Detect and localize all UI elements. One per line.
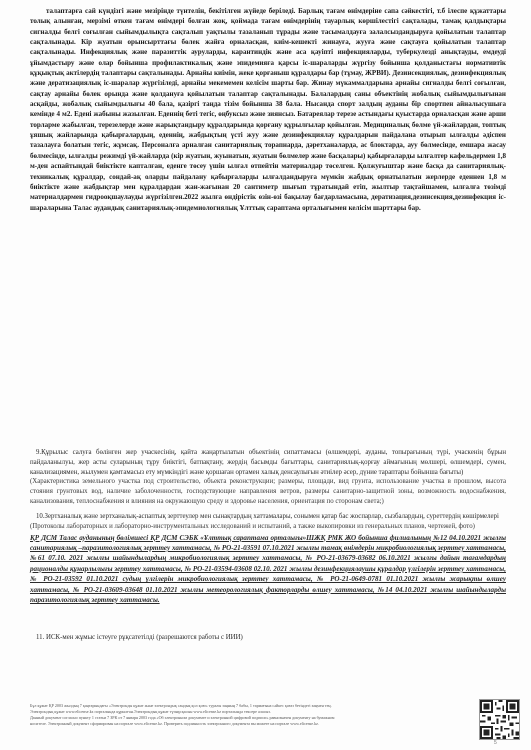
page-number: 5	[494, 740, 497, 746]
footer-line-1: Бұл құжат ҚР 2003 жылдың 7 қаңтарындағы «Электронды құжат және электрондық сандық қол қою» туралы заңның 7 бабы, 1 тармағына сәйкес қағаз бетіндегі заңмен тең.	[30, 703, 332, 708]
section-9-note: (Характеристика земельного участка под строительство, объекта реконструкции; размеры, площади, вид грунта, использование участка в прошлом, высота стояния грунтовых вод, наличие заболоченности, господствующие направления ветров, размеры санитарно-защитной зоны, возможность водоснабжения, канализования, теплоснабжения и влияния на окружающую среду и здоровье населения, ориентация по сторонам света;)	[30, 478, 506, 505]
qr-code-icon	[479, 699, 520, 740]
section-10-details: ҚР ДСМ Талас ауданының бөлімшесі ҚР ДСМ СЭБК «Ұлттық сараптама орталығы»ШЖҚ РМК ЖО бойынша филиалының №12 04.10.2021 жылғы санитариялық –паразитологиялық зерттеу хаттамасы, № РО-21-03591 07.10.2021 жылғы тамақ өнімдерін микробиологиялық зерттеу хаттамасы, №61 07.10. 2021 жылғы шайындылардың микробиологиялық зерттеу хаттамасы, № РО-21-03679-03682 06.10.2021 жылғы дайын тағамдардың рационалды құнарлылығы зерттеу хаттамасы, № РО-21-03594-03608 02.10. 2021 жылғы дезинфекциялаушы құралдар үлгілерін зерттеу хаттамасы, № РО-21-03592 01.10.2021 судың үлгілерін микробиологиялық зерттеу хаттамасы, № РО-21-0649-0781 01.10.2021 жылғы жарықты өлшеу хаттамасы, № РО-21-03609-03648 01.10.2021 жылғы метеорологиялық факторларды өлшеу хаттамасы, №14 04.10.2021 жылғы шайындыларды паразитологиялық зерттеу хаттамасы.	[30, 533, 506, 605]
section-11-heading: 11. ИСК-мен жұмыс істеуге рұқсатетілді (разрешаются работы с ИИИ)	[36, 634, 243, 641]
section-9	[30, 448, 506, 507]
section-10-heading: 10.Зертханалық және зертханалық-аспаптық зерттеулер мен сынақтардың хаттамалары, сонымен қатар бас жоспарлар, сызбалардың, суреттердің көшірмелері	[36, 513, 499, 520]
footer-line-4: носителе. Электронный документ сформирован на портале www.elicense.kz. Проверить подлинность электронного документа вы можете на портале www.elicense.kz.	[30, 721, 319, 727]
legal-footer	[30, 703, 470, 727]
section-11	[30, 633, 506, 643]
footer-line-2: Электрондық құжат www.elicense.kz порталында құрылған.Электрондық құжат түпнұсқасын www.elicense.kz порталында тексере аласыз.	[30, 709, 271, 715]
section-9-heading: 9.Құрылыс салуға бөлінген жер учаскесінің, қайта жаңартылатын объектінің сипаттамасы (өлшемдері, ауданы, топырағының түрі, учаскенің бұрын пайдаланылуы, жер асты суларының тұру биіктігі, батпақтану, жердің басымды бағыттары, санитариялық-қорғау аймағының мөлшері, өлшемдері, сумен, канализациямен, жылумен қамтамасыз ету мүмкіндігі және қоршаған ортамен халық денсаулығын әтиілер әсер, дүние тараптары бойынша бағыты)	[30, 449, 506, 476]
footer-line-3: Данный документ согласно пункту 1 статьи 7 ЗРК от 7 января 2003 года «Об электронном документе и электронной цифровой подписи» равнозначен документу на бумажном	[30, 715, 335, 721]
section-10-note: (Протоколы лабораторных и лабораторно-инструментальных исследований и испытаний, а также выкопировки из генеральных планов, чертежей, фото)	[30, 522, 475, 530]
main-paragraph: талаптарға сай күндізгі және мезірінде түнтелін, бекітілген жүйеде беріледі. Барлық тағам өнімдеріне сапа сәйкестігі, т.б ілеспе құжаттары толық алынған, мерзімі өткен тағам өнімдері болған жоқ, қоймада тағам өнімдерінің тауарлық көршілестігі сақталады, тамақ қалдықтары сигналды белгі соғылған сыйымдылықта сақталып уақтылы тазаланып тұрады және тасымалдауға залалсыздандыруға қойылатын талаптар сақталынады. Кір жуатын орынсырттағы бөлек жайға орналасқан, киім-кешекті жинауға, жууға және сақтауға қойылатын талаптар сақталынады. Инфекциялық және паразиттік ауруларды, карантиндік және аса қауіпті инфекцияларды, туберкулезді анықтауды, емдеуді ұйымдастыру және олар бойынша профилактикалық және эпидемияға қарсы іс-шараларды жүргізу бойынша қолданыстағы нормативтік құқықтық актілердің талаптары сақталынады. Арнайы киімін, жеке қорғаныш құралдары бар (тұмау, ЖРВИ). Дезинсекциялық, дезинфекциялық және дератизациялық іс-шаралар жүргізіледі, арнайы мекемемен келісім шарты бар. Жинау мүкаммалдарына арнайы сигналды белгі соғылған, сақтау арнайы бөлек орында және қолдануға қойылатын талаптар сақталынады. Балалардың саны объектінің жобалық сыйымдылығынан асқайды, жобалық сыйымдылығы 40 бала, қазіргі таңда тізім бойынша 38 бала. Нысанда спорт залдың ауданы бір спортпен айналысушыға кемінде 4 м2. Едені жабыны жазылған. Еденнің беті тегіс, өңбуксыз және зиянсыз. Батареялар терезе астындағы қуыстарда орналасқан және арши торларме жабылған, терезелерде және жарықтандыру құралдарында қорғану құрылғылар қойылған. Медициналық бөлме үй-жайлардан, топтық ұяшық жайларында қабырғалардың, еденнің, жабдықтың үсті жуу және дезинфекциялау құралдарын пайдалана отырып ылғалды әдіспен тазалауға болатын тегіс, жұмсақ. Персоналға арналған санитариялық торапнарда, дәретханаларда, ас блоктарда, ауу бөлмесінде, емшара жасау бөлмесінде, ылғалды режимді үй-жайларда (кір жуатын, жуынатын, жуатын бөлмелер және басқалары) қабырғаларды ылғалтер кафельдермен 1,8 м-ден аспайтындай биіктікте капталған, еденге төсеу үшін ылғал өтпейтін материалдар төселген. Қолжуғыштар және басқа да санитариялық-техникалық құралдар, сондай-ақ оларды пайдалану қабырғаларды ылғалдандыруға мүмкін жабдық орнатылатын жерлерде еденнен 1,8 м биіктікте және жабдықтар мен құралдардан жан-жағынан 20 сантиметр шығып тұратындай етіп, жылтыр тақтайшамен, ылғалға төзімді материалдармен гидрооқшаулауды жүргізілген.2022 жылға өндірістік өзін-өзі бақылау бағдарламасына, дератизация,дезинсекция,дезинфекция іс-шараларына Талас аудандық санитариялық-эпидемиологиялық Ұлттық сараптама орталығымен келісім шарттары бар.	[30, 7, 506, 212]
section-10	[30, 512, 506, 605]
